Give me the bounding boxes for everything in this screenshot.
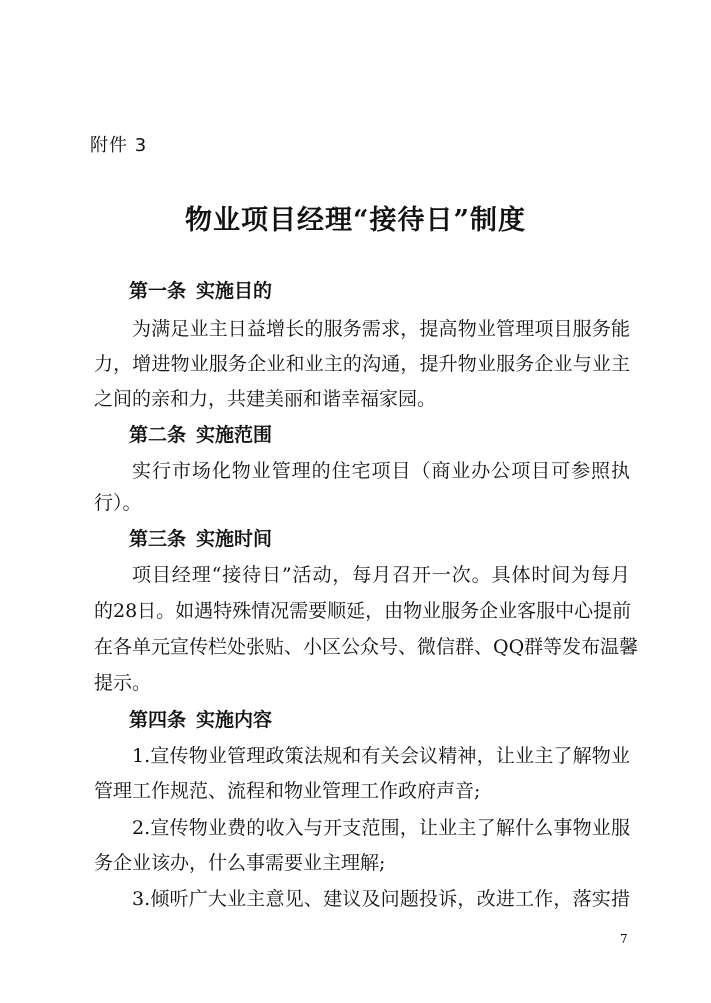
paragraph-line: 的28日。如遇特殊情况需要顺延，由物业服务企业客服中心提前 <box>94 600 632 622</box>
paragraph-line: 行）。 <box>94 492 142 514</box>
paragraph-line: 力，增进物业服务企业和业主的沟通，提升物业服务企业与业主 <box>94 353 630 375</box>
article-heading <box>129 705 272 732</box>
article-number: 第四条 <box>129 709 187 731</box>
article-number: 第三条 <box>129 528 187 550</box>
paragraph-line: 1.宣传物业管理政策法规和有关会议精神，让业主了解物业 <box>132 745 630 767</box>
paragraph-line: 之间的亲和力，共建美丽和谐幸福家园。 <box>94 388 437 410</box>
document-title: 物业项目经理“接待日”制度 <box>184 205 527 236</box>
article-title: 实施范围 <box>196 424 273 446</box>
paragraph-line: 为满足业主日益增长的服务需求，提高物业管理项目服务能 <box>132 318 630 340</box>
page-number: 7 <box>620 932 628 946</box>
article-number: 第一条 <box>129 280 187 302</box>
paragraph-line: 管理工作规范、流程和物业管理工作政府声音; <box>94 780 481 802</box>
paragraph-line: 在各单元宣传栏处张贴、小区公众号、微信群、QQ群等发布温馨 <box>94 636 639 658</box>
article-heading <box>129 420 272 447</box>
paragraph-line: 3.倾听广大业主意见、建议及问题投诉，改进工作，落实措 <box>132 888 630 910</box>
article-title: 实施内容 <box>196 709 273 731</box>
paragraph-line: 提示。 <box>94 672 152 694</box>
paragraph-line: 务企业该办，什么事需要业主理解; <box>94 852 386 874</box>
article-number: 第二条 <box>129 424 187 446</box>
article-title: 实施目的 <box>196 280 273 302</box>
paragraph-line: 项目经理“接待日”活动，每月召开一次。具体时间为每月 <box>132 564 630 586</box>
paragraph-line: 实行市场化物业管理的住宅项目（商业办公项目可参照执 <box>132 460 630 482</box>
article-heading <box>129 524 272 551</box>
attachment-label: 附件 3 <box>90 135 148 156</box>
article-heading <box>129 276 272 303</box>
article-title: 实施时间 <box>196 528 273 550</box>
paragraph-line: 2.宣传物业费的收入与开支范围，让业主了解什么事物业服 <box>132 817 630 839</box>
